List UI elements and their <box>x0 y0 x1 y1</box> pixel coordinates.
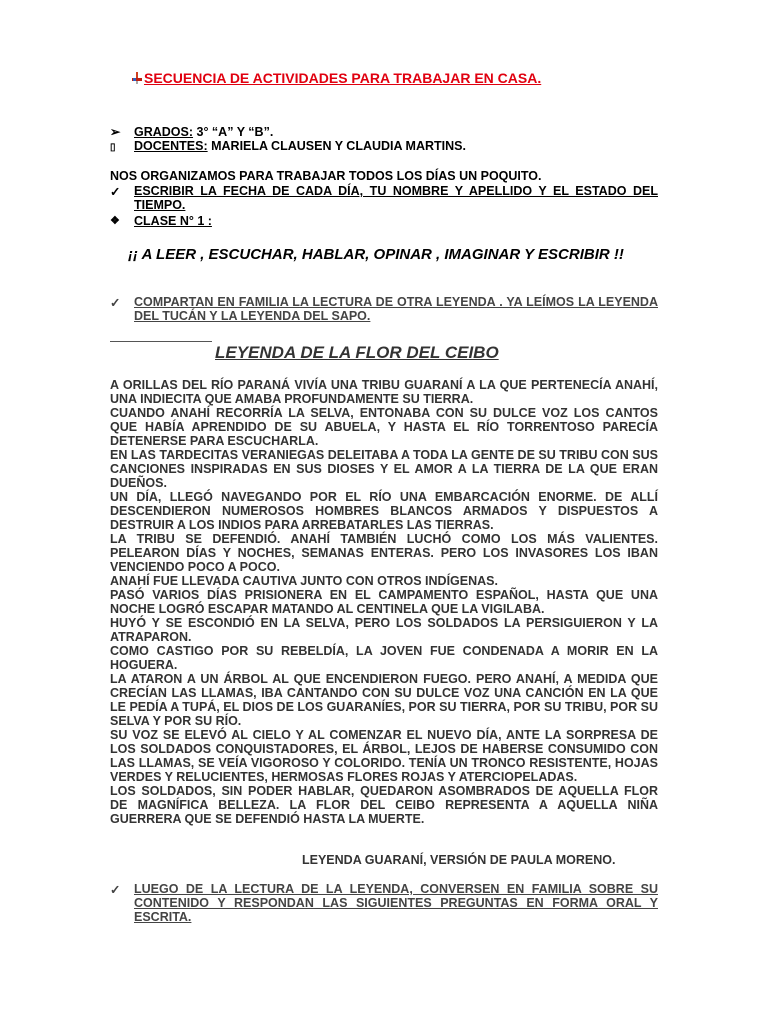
legend-paragraph: LOS SOLDADOS, SIN PODER HABLAR, QUEDARON ASOMBRADOS DE AQUELLA FLOR DE MAGNÍFICA BELLEZA. LA FLOR DEL CEIBO REPRESENTA A AQUELLA NIÑA GUERRERA QUE SE DEFENDIÓ HASTA LA MUERTE. <box>110 784 658 826</box>
square-bullet-icon: ▯ <box>110 142 116 153</box>
check-icon: ✓ <box>110 883 121 897</box>
activity-headline: ¡¡ A LEER , ESCUCHAR, HABLAR, OPINAR , IMAGINAR Y ESCRIBIR !! <box>128 246 624 263</box>
after-reading-instruction: LUEGO DE LA LECTURA DE LA LEYENDA, CONVERSEN EN FAMILIA SOBRE SU CONTENIDO Y RESPONDAN LAS SIGUIENTES PREGUNTAS EN FORMA ORAL Y ESCRITA. <box>134 882 658 924</box>
legend-paragraph: A ORILLAS DEL RÍO PARANÁ VIVÍA UNA TRIBU GUARANÍ A LA QUE PERTENECÍA ANAHÍ, UNA INDIECITA QUE AMABA PROFUNDAMENTE SU TIERRA. <box>110 378 658 406</box>
legend-credit: LEYENDA GUARANÍ, VERSIÓN DE PAULA MORENO. <box>302 853 616 867</box>
pin-icon <box>132 71 142 83</box>
arrow-bullet-icon: ➢ <box>110 125 121 139</box>
grades-label: GRADOS: <box>134 125 194 139</box>
divider <box>110 341 212 342</box>
share-instruction: COMPARTAN EN FAMILIA LA LECTURA DE OTRA LEYENDA . YA LEÍMOS LA LEYENDA DEL TUCÁN Y LA LEYENDA DEL SAPO. <box>134 295 658 323</box>
teachers-value: MARIELA CLAUSEN Y CLAUDIA MARTINS. <box>207 139 466 153</box>
class-label: CLASE N° 1 : <box>134 214 212 228</box>
check-icon: ✓ <box>110 296 121 310</box>
legend-paragraph: SU VOZ SE ELEVÓ AL CIELO Y AL COMENZAR EL NUEVO DÍA, ANTE LA SORPRESA DE LOS SOLDADOS CONQUISTADORES, EL ÁRBOL, LEJOS DE HABERSE CONSUMIDO CON LAS LLAMAS, SE VEÍA VIGOROSO Y COLORIDO. TENÍA UN TRONCO RESISTENTE, HOJAS VERDES Y RELUCIENTES, HERMOSAS FLORES ROJAS Y ATERCIOPELADAS. <box>110 728 658 784</box>
grades-line <box>110 124 273 139</box>
legend-paragraph: COMO CASTIGO POR SU REBELDÍA, LA JOVEN FUE CONDENADA A MORIR EN LA HOGUERA. <box>110 644 658 672</box>
organize-line: NOS ORGANIZAMOS PARA TRABAJAR TODOS LOS DÍAS UN POQUITO. <box>110 169 542 183</box>
legend-paragraph: ANAHÍ FUE LLEVADA CAUTIVA JUNTO CON OTROS INDÍGENAS. <box>110 574 498 588</box>
diamond-bullet-icon: ❖ <box>110 215 120 227</box>
legend-paragraph: LA ATARON A UN ÁRBOL AL QUE ENCENDIERON FUEGO. PERO ANAHÍ, A MEDIDA QUE CRECÍAN LAS LLAMAS, IBA CANTANDO CON SU DULCE VOZ UNA CANCIÓN EN LA QUE LE PEDÍA A TUPÁ, EL DIOS DE LOS GUARANÍES, POR SU TIERRA, POR SU TRIBU, POR SU SELVA Y POR SU RÍO. <box>110 672 658 728</box>
teachers-line <box>110 139 466 153</box>
document-title <box>132 70 541 86</box>
legend-paragraph: CUANDO ANAHÍ RECORRÍA LA SELVA, ENTONABA CON SU DULCE VOZ LOS CANTOS QUE HABÍA APRENDIDO DE SU ABUELA, Y HASTA EL RÍO TORRENTOSO PARECÍA DETENERSE PARA ESCUCHARLA. <box>110 406 658 448</box>
teachers-label: DOCENTES: <box>134 139 208 153</box>
legend-text <box>110 378 658 826</box>
legend-paragraph: EN LAS TARDECITAS VERANIEGAS DELEITABA A TODA LA GENTE DE SU TRIBU CON SUS CANCIONES INSPIRADAS EN SUS DIOSES Y EL AMOR A LA TIERRA DE LA QUE ERAN DUEÑOS. <box>110 448 658 490</box>
grades-value: 3° “A” Y “B”. <box>193 125 274 139</box>
write-date-instruction: ESCRIBIR LA FECHA DE CADA DÍA, TU NOMBRE Y APELLIDO Y EL ESTADO DEL TIEMPO. <box>134 184 658 212</box>
legend-paragraph: PASÓ VARIOS DÍAS PRISIONERA EN EL CAMPAMENTO ESPAÑOL, HASTA QUE UNA NOCHE LOGRÓ ESCAPAR MATANDO AL CENTINELA QUE LA VIGILABA. <box>110 588 658 616</box>
legend-title: LEYENDA DE LA FLOR DEL CEIBO <box>215 343 499 362</box>
legend-paragraph: LA TRIBU SE DEFENDIÓ. ANAHÍ TAMBIÉN LUCHÓ COMO LOS MÁS VALIENTES. PELEARON DÍAS Y NOCHES, SEMANAS ENTERAS. PERO LOS INVASORES LOS IBAN VENCIENDO POCO A POCO. <box>110 532 658 574</box>
legend-paragraph: HUYÓ Y SE ESCONDIÓ EN LA SELVA, PERO LOS SOLDADOS LA PERSIGUIERON Y LA ATRAPARON. <box>110 616 658 644</box>
document-title-text: SECUENCIA DE ACTIVIDADES PARA TRABAJAR EN CASA. <box>144 70 542 86</box>
legend-paragraph: UN DÍA, LLEGÓ NAVEGANDO POR EL RÍO UNA EMBARCACIÓN ENORME. DE ALLÍ DESCENDIERON NUMEROSOS HOMBRES BLANCOS ARMADOS Y DISPUESTOS A DESTRUIR A LOS INDIOS PARA ARREBATARLES LAS TIERRAS. <box>110 490 658 532</box>
check-icon: ✓ <box>110 185 121 199</box>
